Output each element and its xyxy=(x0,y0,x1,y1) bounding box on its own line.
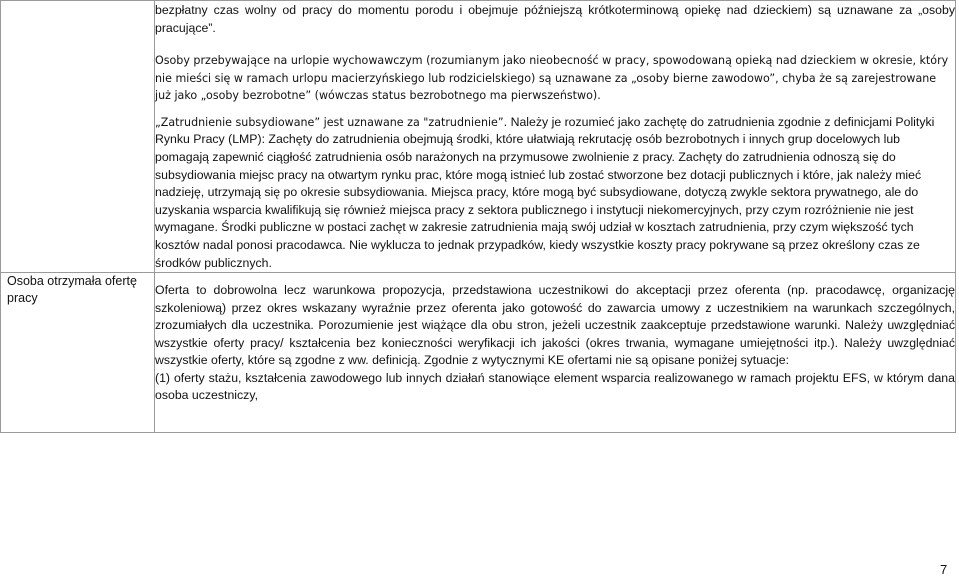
table-row xyxy=(1,1,956,273)
row-content-cell xyxy=(155,273,956,433)
subsidised-employment-heading: „Zatrudnienie subsydiowane” jest uznawane za "zatrudnienie”. xyxy=(155,115,508,129)
row-label: Osoba otrzymała ofertę pracy xyxy=(7,274,137,306)
subsidised-employment-definition: Należy je rozumieć jako zachętę do zatrudnienia zgodnie z definicjami Polityki Rynku Pracy (LMP): Zachęty do zatrudnienia obejmują środki, które ułatwiają rekrutację osób bezrobotnych i innych grup docelowych lub pomagają zapewnić ciągłość zatrudnienia osób narażonych na przymusowe zwolnienie z pracy. Zachęty do zatrudnienia odnoszą się do subsydiowania miejsc pracy na otwartym rynku prac, które mogą istnieć lub zostać stworzone bez dotacji publicznych i które, jak należy mieć nadzieję, utrzymają się po okresie subsydiowania. Miejsca pracy, które mogą być subsydiowane, dotyczą zwykle sektora prywatnego, ale do uzyskania wsparcia kwalifikują się również miejsca pracy z sektora publicznego i instytucji niekomercyjnych, przy czym rozróżnienie nie jest wymagane. Środki publiczne w postaci zachęt w zakresie zatrudnienia mają swój udział w kosztach zatrudnienia, przy czym większość tych kosztów nadal ponosi pracodawca. Nie wyklucza to jednak przypadków, kiedy wszystkie koszty pracy pokrywane są przez określony czas ze środków publicznych. xyxy=(155,114,935,270)
paragraph-parental-leave: Osoby przebywające na urlopie wychowawczym (rozumianym jako nieobecność w pracy, spowodowaną opieką nad dzieckiem w okresie, który nie mieści się w ramach urlopu macierzyńskiego lub rodzicielskiego) są uznawane za „osoby bierne zawodowo”, chyba że są zarejestrowane już jako „osoby bezrobotne” (wówczas status bezrobotnego ma pierwszeństwo). xyxy=(155,54,949,103)
row-label-cell xyxy=(1,1,155,273)
paragraph-subsidised-employment xyxy=(155,114,955,272)
page-number: 7 xyxy=(940,562,948,577)
row-content-cell xyxy=(155,1,956,273)
paragraph-offer-definition: Oferta to dobrowolna lecz warunkowa propozycja, przedstawiona uczestnikowi do akceptacji przez oferenta (np. pracodawcę, organizację szkoleniową) przez okres wskazany wyraźnie przez oferenta jako gotowość do zawarcia umowy z uczestnikiem na warunkach szczególnych, zrozumiałych dla uczestnika. Porozumienie jest wiążące dla obu stron, jeżeli uczestnik zaakceptuje przedstawione warunki. Należy uwzględniać wszystkie oferty pracy/ kształcenia bez konieczności weryfikacji ich jakości (okres trwania, wymagane umiejętności itp.). Należy uwzględniać wszystkie oferty, które są zgodne z ww. definicją. Zgodnie z wytycznymi KE ofertami nie są opisane poniżej sytuacje: xyxy=(155,283,955,368)
row-label-cell xyxy=(1,273,155,433)
paragraph-maternity-leave: bezpłatny czas wolny od pracy do momentu porodu i obejmuje późniejszą krótkoterminową opiekę nad dzieckiem) są uznawane za „osoby pracujące”. xyxy=(155,3,955,35)
paragraph-offer-exclusion-1: (1) oferty stażu, kształcenia zawodowego lub innych działań stanowiące element wsparcia realizowanego w ramach projektu EFS, w którym dana osoba uczestniczy, xyxy=(155,370,955,403)
table-row xyxy=(1,273,956,433)
